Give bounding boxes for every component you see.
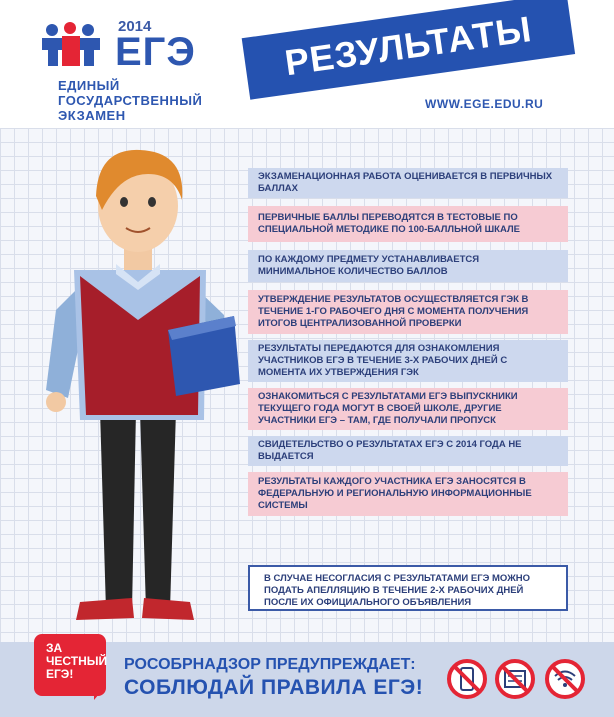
info-box-3 [248,250,568,282]
logo-year: 2014 [118,18,152,35]
badge-line: ЕГЭ! [46,667,74,681]
logo-subtitle [58,78,202,123]
logo-people-icon [40,22,112,68]
info-box-text: ОЗНАКОМИТЬСЯ С РЕЗУЛЬТАТАМИ ЕГЭ ВЫПУСКНИКИ ТЕКУЩЕГО ГОДА МОГУТ В СВОЕЙ ШКОЛЕ, ДРУГИЕ УЧАСТНИКИ ЕГЭ – ТАМ, ГДЕ ПОЛУЧАЛИ ПРОПУСК [258,391,518,426]
info-box-4 [248,290,568,334]
no-cheat-sheet-icon [494,658,536,700]
logo-subtitle-line: ЕДИНЫЙ [58,78,120,93]
info-box-2 [248,206,568,242]
appeal-note: В СЛУЧАЕ НЕСОГЛАСИЯ С РЕЗУЛЬТАТАМИ ЕГЭ МОЖНО ПОДАТЬ АПЕЛЛЯЦИЮ В ТЕЧЕНИЕ 2-Х РАБОЧИХ ДНЕЙ ПОСЛЕ ИХ ОФИЦИАЛЬНОГО ОБЪЯВЛЕНИЯ [248,565,568,611]
info-box-8 [248,472,568,516]
info-box-7 [248,436,568,466]
warning-line-1: РОСОБРНАДЗОР ПРЕДУПРЕЖДАЕТ: [124,656,416,673]
info-box-text: ПО КАЖДОМУ ПРЕДМЕТУ УСТАНАВЛИВАЕТСЯ МИНИМАЛЬНОЕ КОЛИЧЕСТВО БАЛЛОВ [258,254,480,277]
logo-title: ЕГЭ [115,30,196,74]
info-box-text: РЕЗУЛЬТАТЫ ПЕРЕДАЮТСЯ ДЛЯ ОЗНАКОМЛЕНИЯ УЧАСТНИКОВ ЕГЭ В ТЕЧЕНИЕ 3-Х РАБОЧИХ ДНЕЙ С МОМЕНТА ИХ УТВЕРЖДЕНИЯ ГЭК [258,343,508,378]
website-link[interactable]: WWW.EGE.EDU.RU [425,97,544,111]
info-box-6 [248,388,568,430]
info-box-text: ПЕРВИЧНЫЕ БАЛЛЫ ПЕРЕВОДЯТСЯ В ТЕСТОВЫЕ ПО СПЕЦИАЛЬНОЙ МЕТОДИКЕ ПО 100-БАЛЛЬНОЙ ШКАЛЕ [258,212,520,235]
info-box-text: УТВЕРЖДЕНИЕ РЕЗУЛЬТАТОВ ОСУЩЕСТВЛЯЕТСЯ ГЭК В ТЕЧЕНИЕ 1-ГО РАБОЧЕГО ДНЯ С МОМЕНТА ПОЛУЧЕНИЯ ИТОГОВ ЦЕНТРАЛИЗОВАННОЙ ПРОВЕРКИ [258,294,529,329]
no-wifi-icon [544,658,586,700]
student-illustration [28,140,250,630]
info-box-1 [248,168,568,198]
badge-line: ЧЕСТНЫЙ [46,654,108,668]
info-box-text: ЭКЗАМЕНАЦИОННАЯ РАБОТА ОЦЕНИВАЕТСЯ В ПЕРВИЧНЫХ БАЛЛАХ [258,171,553,194]
banner-title: РЕЗУЛЬТАТЫ [282,8,535,84]
info-box-text: СВИДЕТЕЛЬСТВО О РЕЗУЛЬТАТАХ ЕГЭ С 2014 ГОДА НЕ ВЫДАЕТСЯ [258,439,522,462]
info-box-text: РЕЗУЛЬТАТЫ КАЖДОГО УЧАСТНИКА ЕГЭ ЗАНОСЯТСЯ В ФЕДЕРАЛЬНУЮ И РЕГИОНАЛЬНУЮ ИНФОРМАЦИОННЫЕ СИСТЕМЫ [258,476,532,511]
badge-line: ЗА [46,641,63,655]
badge-tail [94,688,104,700]
no-phone-icon [446,658,488,700]
warning-line-2: СОБЛЮДАЙ ПРАВИЛА ЕГЭ! [124,676,424,699]
logo-subtitle-line: ЭКЗАМЕН [58,108,126,123]
logo-subtitle-line: ГОСУДАРСТВЕННЫЙ [58,93,203,108]
info-box-5 [248,340,568,382]
honest-exam-badge [34,634,106,696]
